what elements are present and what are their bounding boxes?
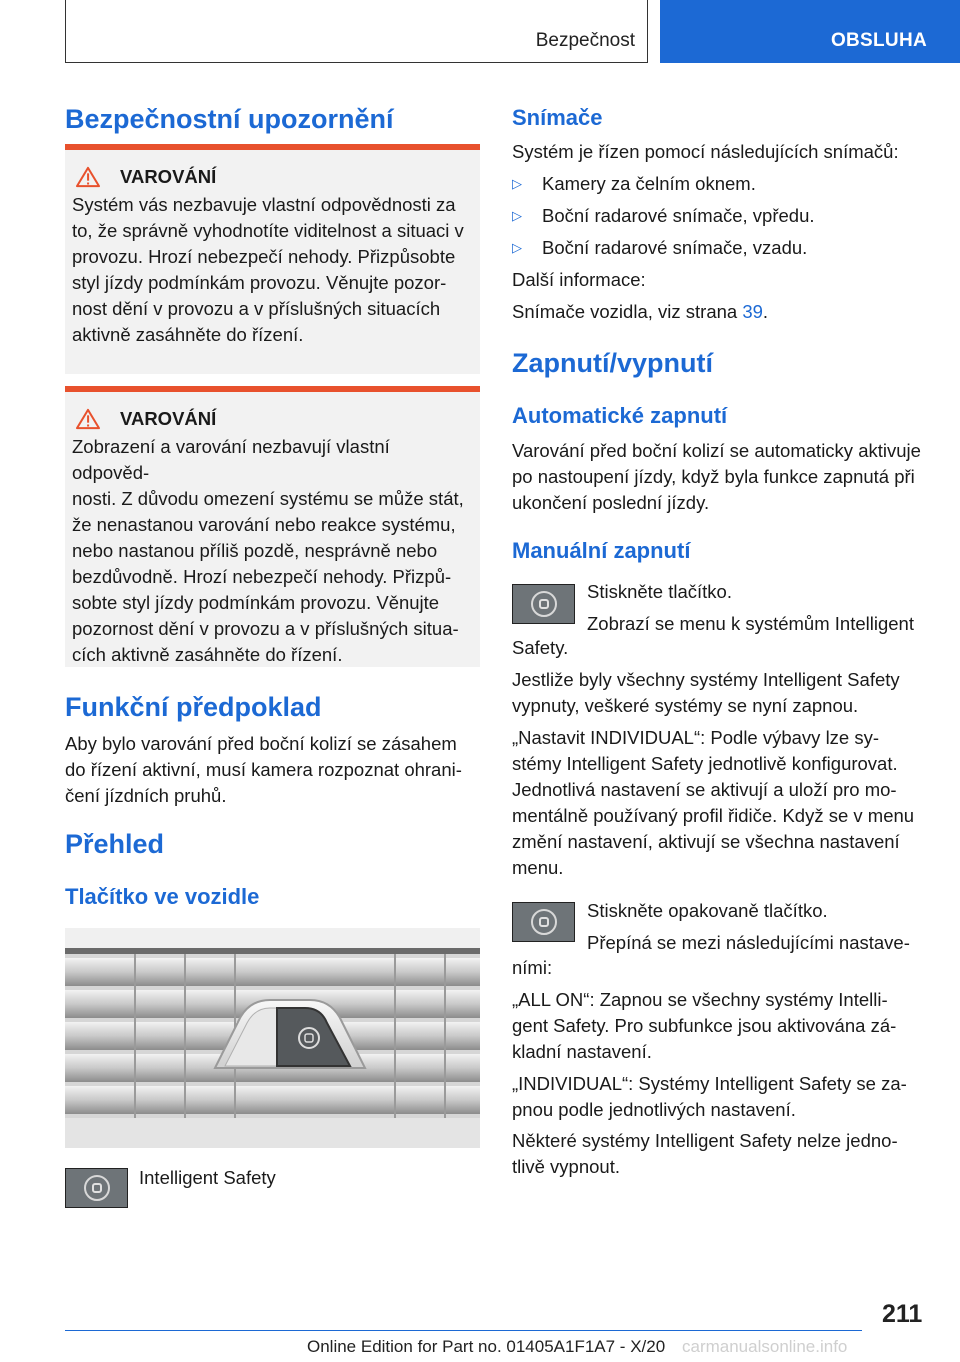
- prerequisite-text: [65, 731, 480, 809]
- text-line: tlivě vypnout.: [512, 1156, 620, 1177]
- text-line: Jednotlivá nastavení se aktivují a uloží pro mo-: [512, 779, 897, 800]
- warning-box-1: [65, 144, 480, 374]
- prerequisite-heading: Funkční předpoklad: [65, 692, 322, 722]
- warning-line: že nenastanou varování nebo reakce systému,: [72, 514, 456, 535]
- watermark: carmanualsonline.info: [682, 1337, 848, 1356]
- manual-paragraph: [512, 987, 942, 1065]
- bullet-triangle-icon: ▷: [512, 208, 522, 223]
- vehicle-button-heading: Tlačítko ve vozidle: [65, 884, 260, 909]
- text-line: změní nastavení, aktivují se všechna nastavení: [512, 831, 900, 852]
- step-text: Safety.: [512, 637, 569, 658]
- warning-line: styl jízdy podmínkám provozu. Věnujte pozor-: [72, 272, 447, 293]
- text-line: Varování před boční kolizí se automaticky aktivuje: [512, 440, 921, 461]
- text-line: Některé systémy Intelligent Safety nelze jedno-: [512, 1130, 898, 1151]
- warning-line: pozornost dění v provozu a v příslušných situa-: [72, 618, 459, 639]
- sensors-intro: Systém je řízen pomocí následujících snímačů:: [512, 141, 899, 162]
- warning-box-2: [65, 386, 480, 667]
- warning-line: aktivně zasáhněte do řízení.: [72, 324, 304, 345]
- text-line: do řízení aktivní, musí kamera rozpoznat ohrani-: [65, 759, 462, 780]
- intelligent-safety-button-icon: [65, 1168, 128, 1208]
- intelligent-safety-button-icon: [512, 584, 575, 624]
- step-text: Přepíná se mezi následujícími nastave-: [587, 932, 910, 953]
- warning-line: nebo nastanou příliš pozdě, nesprávně nebo: [72, 540, 438, 561]
- on-off-heading: Zapnutí/vypnutí: [512, 348, 713, 378]
- text-line: gent Safety. Pro subfunkce jsou aktivována zá-: [512, 1015, 897, 1036]
- text-line: stémy Intelligent Safety jednotlivě konfigurovat.: [512, 753, 898, 774]
- warning-label: VAROVÁNÍ: [120, 408, 217, 429]
- warning-line: Zobrazení a varování nezbavují vlastní odpověd-: [72, 436, 390, 483]
- warning-line: nosti. Z důvodu omezení systému se může stát,: [72, 488, 464, 509]
- manual-on-heading: Manuální zapnutí: [512, 538, 691, 563]
- manual-paragraph: [512, 667, 942, 719]
- footer-edition: Online Edition for Part no. 01405A1F1A7 - X/20: [307, 1337, 666, 1356]
- text-line: čení jízdních pruhů.: [65, 785, 227, 806]
- header-section-title: Bezpečnost: [535, 30, 635, 51]
- warning-line: cích aktivně zasáhněte do řízení.: [72, 644, 343, 665]
- header-chapter-box: [660, 0, 960, 63]
- step-text: Stiskněte tlačítko.: [587, 581, 732, 602]
- bullet-triangle-icon: ▷: [512, 176, 522, 191]
- text-line: „INDIVIDUAL“: Systémy Intelligent Safety se za-: [512, 1073, 907, 1094]
- warning-line: provozu. Hrozí nebezpečí nehody. Přizpůsobte: [72, 246, 456, 267]
- header-section-box: [65, 0, 648, 63]
- text-line: menu.: [512, 857, 564, 878]
- text-line: ukončení poslední jízdy.: [512, 492, 710, 513]
- bullet-triangle-icon: ▷: [512, 240, 522, 255]
- auto-on-text: [512, 438, 942, 516]
- text-line: vypnuty, veškeré systémy se nyní zapnou.: [512, 695, 859, 716]
- auto-on-heading: Automatické zapnutí: [512, 403, 728, 428]
- text-line: po nastoupení jízdy, když byla funkce zapnutá při: [512, 466, 915, 487]
- safety-notes-heading: Bezpečnostní upozornění: [65, 104, 394, 134]
- list-item: ▷ Boční radarové snímače, vpředu.: [512, 203, 932, 229]
- warning-line: bezdůvodně. Hrozí nebezpečí nehody. Přizpů-: [72, 566, 452, 587]
- warning-line: Systém vás nezbavuje vlastní odpovědnosti za: [72, 194, 456, 215]
- text-line: mentálně používaný profil řidiče. Když se v menu: [512, 805, 915, 826]
- text-line: „Nastavit INDIVIDUAL“: Podle výbavy lze sy-: [512, 727, 880, 748]
- sensors-list: [512, 171, 932, 261]
- manual-paragraph: [512, 1128, 942, 1180]
- more-info-label: Další informace:: [512, 269, 646, 290]
- list-item: ▷ Boční radarové snímače, vzadu.: [512, 235, 932, 261]
- list-item: ▷ Kamery za čelním oknem.: [512, 171, 932, 197]
- text-line: „ALL ON“: Zapnou se všechny systémy Intelli-: [512, 989, 888, 1010]
- manual-paragraph: [512, 1071, 942, 1123]
- warning-label: VAROVÁNÍ: [120, 166, 217, 187]
- text-line: Jestliže byly všechny systémy Intelligent Safety: [512, 669, 900, 690]
- step-text: ními:: [512, 957, 553, 978]
- header-chapter-title: OBSLUHA: [830, 30, 927, 51]
- warning-line: nost dění v provozu a v příslušných situacích: [72, 298, 441, 319]
- manual-paragraph: [512, 725, 942, 881]
- footer-divider: [65, 1330, 862, 1331]
- vehicle-button-photo: [65, 928, 480, 1148]
- button-panel-illustration: [65, 928, 480, 1148]
- page-number: 211: [882, 1300, 923, 1328]
- warning-line: sobte styl jízdy podmínkám provozu. Věnujte: [72, 592, 440, 613]
- step-text: Zobrazí se menu k systémům Intelligent: [587, 613, 914, 634]
- warning-triangle-icon: [74, 166, 102, 188]
- button-label: Intelligent Safety: [139, 1167, 276, 1188]
- sensor-reference: Snímače vozidla, viz strana 39.: [512, 301, 769, 322]
- overview-heading: Přehled: [65, 829, 165, 859]
- warning-line: to, že správně vyhodnotíte viditelnost a situaci v: [72, 220, 464, 241]
- sensors-heading: Snímače: [512, 105, 603, 130]
- text-line: pnou podle jednotlivých nastavení.: [512, 1099, 796, 1120]
- text-line: kladní nastavení.: [512, 1041, 652, 1062]
- page-reference-link[interactable]: 39: [742, 301, 763, 322]
- text-line: Aby bylo varování před boční kolizí se zásahem: [65, 733, 457, 754]
- intelligent-safety-button-icon: [512, 902, 575, 942]
- step-text: Stiskněte opakovaně tlačítko.: [587, 900, 828, 921]
- warning-triangle-icon: [74, 408, 102, 430]
